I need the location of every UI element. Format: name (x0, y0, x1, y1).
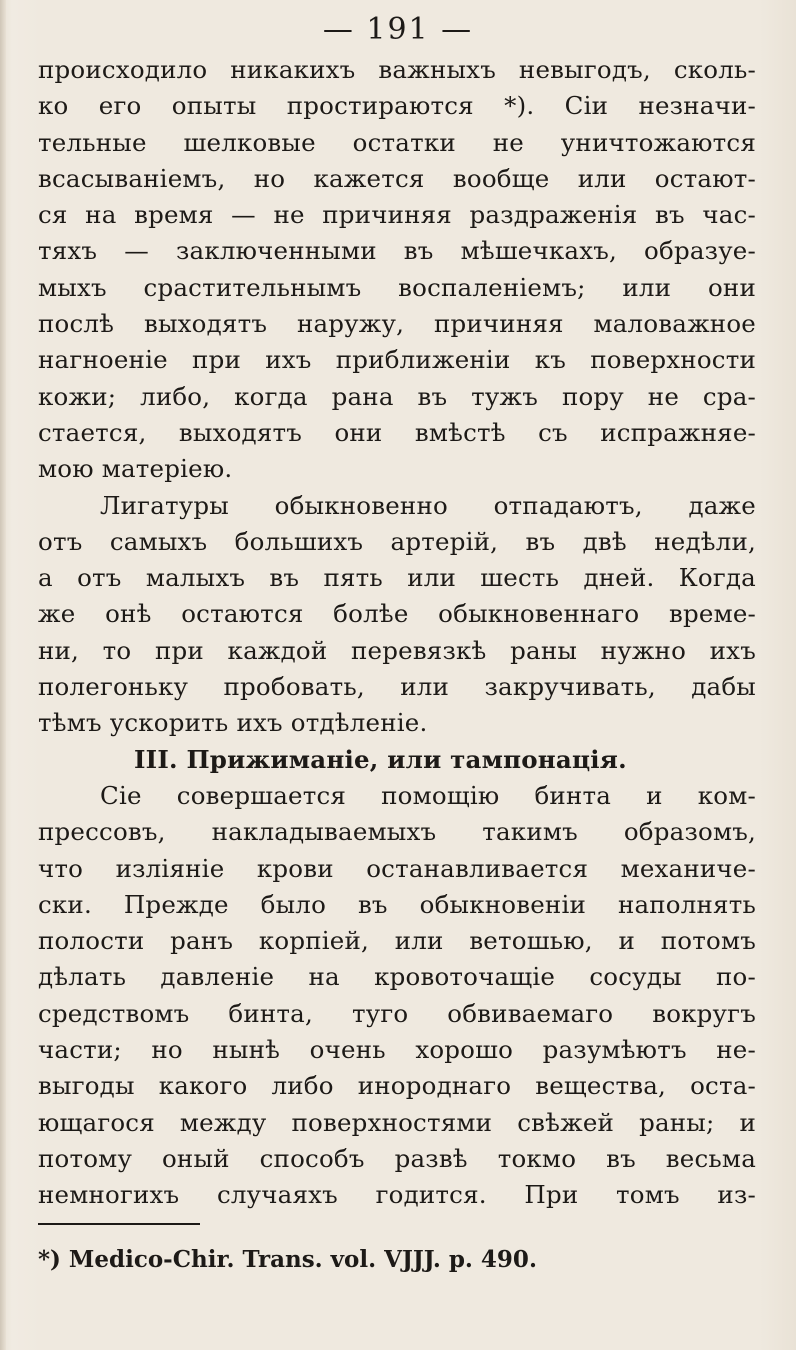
text-line: ни, то при каждой перевязкѣ раны нужно ихъ (38, 635, 756, 665)
text-line: послѣ выходятъ наружу, причиняя маловажное (38, 309, 756, 339)
text-line: тяхъ — заключенными въ мѣшечкахъ, образуе- (38, 236, 756, 266)
paragraph-start-line: Сіе совершается помощію бинта и ком- (100, 780, 756, 810)
text-line: потому оный способъ развѣ токмо въ весьма (38, 1143, 756, 1173)
text-line: кожи; либо, когда рана въ тужъ пору не сра- (38, 381, 756, 411)
text-line: ски. Прежде было въ обыкновеніи наполнять (38, 889, 756, 919)
page-number: — 191 — (322, 12, 474, 47)
text-line: средствомъ бинта, туго обвиваемаго вокругъ (38, 998, 756, 1028)
text-line: выгоды какого либо инороднаго вещества, оста- (38, 1071, 756, 1101)
text-line: тельные шелковые остатки не уничтожаются (38, 127, 756, 157)
text-line: стается, выходятъ они вмѣстѣ съ испражняе- (38, 417, 756, 447)
text-line: мыхъ срастительнымъ воспаленіемъ; или они (38, 272, 756, 302)
text-line: же онѣ остаются болѣе обыкновеннаго време- (38, 599, 756, 629)
text-line: полости ранъ корпіей, или ветошью, и потомъ (38, 926, 756, 956)
text-line: тѣмъ ускорить ихъ отдѣленіе. (38, 708, 428, 738)
text-line: ко его опыты простираются *). Сіи незначи- (38, 91, 756, 121)
text-line: дѣлать давленіе на кровоточащіе сосуды по- (38, 962, 756, 992)
text-line: части; но нынѣ очень хорошо разумѣютъ не- (38, 1035, 756, 1065)
paragraph-start-line: Лигатуры обыкновенно отпадаютъ, даже (100, 490, 756, 520)
footnote: *) Medico-Chir. Trans. vol. VJJJ. p. 490. (38, 1246, 537, 1273)
text-line: что изліяніе крови останавливается механиче- (38, 853, 756, 883)
text-line: прессовъ, накладываемыхъ такимъ образомъ, (38, 817, 756, 847)
section-heading: III. Прижиманіе, или тампонація. (134, 744, 627, 774)
text-line: ся на время — не причиняя раздраженія въ час- (38, 200, 756, 230)
text-line: полегоньку пробовать, или закручивать, дабы (38, 672, 756, 702)
page-binding-edge (0, 0, 6, 1350)
text-line: отъ самыхъ большихъ артерій, въ двѣ недѣли, (38, 526, 756, 556)
text-line: происходило никакихъ важныхъ невыгодъ, сколь- (38, 55, 756, 84)
text-line: немногихъ случаяхъ годится. При томъ из- (38, 1180, 756, 1210)
text-line: нагноеніе при ихъ приближеніи къ поверхности (38, 345, 756, 375)
text-line: всасываніемъ, но кажется вообще или остают- (38, 163, 756, 193)
text-line: а отъ малыхъ въ пять или шесть дней. Когда (38, 563, 756, 593)
body-text (38, 52, 756, 1214)
text-line: мою матеріею. (38, 454, 233, 484)
footnote-divider (38, 1223, 200, 1225)
text-line: ющагося между поверхностями свѣжей раны; и (38, 1107, 756, 1137)
